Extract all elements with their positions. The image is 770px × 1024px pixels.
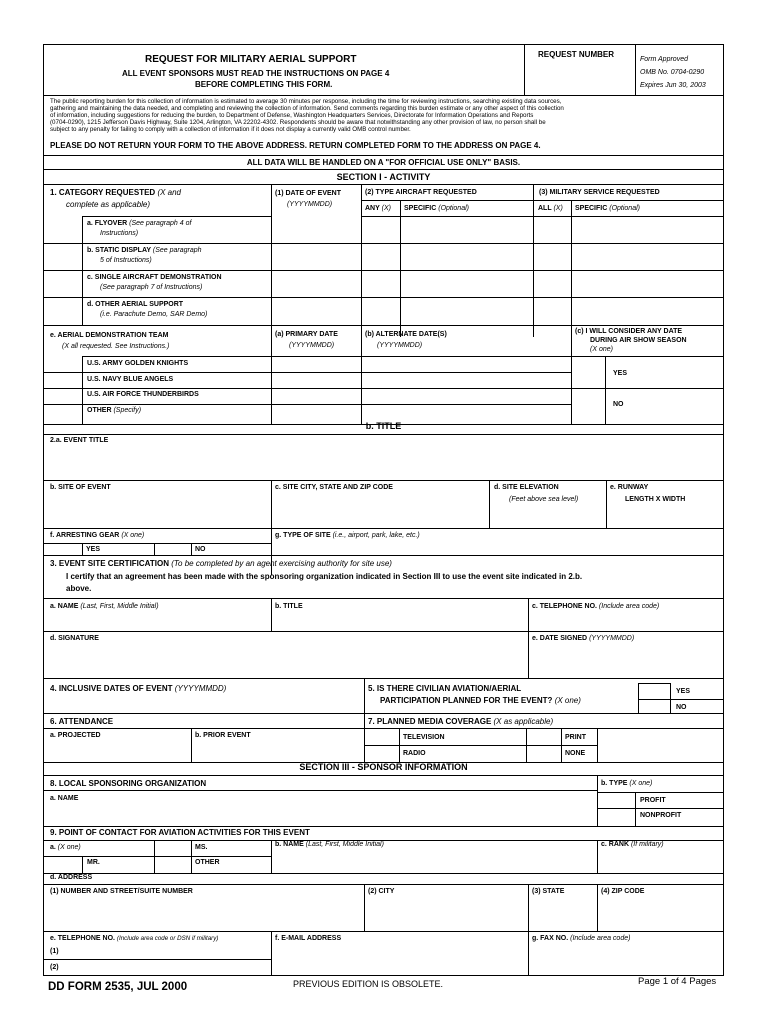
media-label: 7. PLANNED MEDIA COVERAGE (X as applicable) — [368, 717, 554, 726]
omb-number: OMB No. 0704-0290 — [640, 69, 705, 76]
fouo-notice: ALL DATA WILL BE HANDLED ON A "FOR OFFICIAL USE ONLY" BASIS. — [246, 158, 521, 167]
profit-checkbox[interactable] — [598, 793, 634, 807]
media-radio: RADIO — [403, 750, 426, 757]
sponsor-name-label: a. NAME — [50, 795, 79, 802]
inclusive-dates-label: 4. INCLUSIVE DATES OF EVENT (YYYYMMDD) — [50, 684, 227, 693]
civilian-label-2: PARTICIPATION PLANNED FOR THE EVENT? (X one) — [380, 696, 581, 705]
form-subtitle-1: ALL EVENT SPONSORS MUST READ THE INSTRUCTIONS ON PAGE 4 — [122, 69, 390, 78]
civilian-no-checkbox[interactable] — [639, 700, 669, 713]
form-title: REQUEST FOR MILITARY AERIAL SUPPORT — [145, 54, 357, 65]
flyover-checkbox[interactable] — [46, 217, 81, 242]
site-city-label: c. SITE CITY, STATE AND ZIP CODE — [275, 484, 393, 491]
alternate-date-label: (b) ALTERNATE DATE(S) — [365, 331, 447, 338]
site-cert-label: 3. EVENT SITE CERTIFICATION (To be completed by an agent exercising authority for site use) — [50, 559, 392, 568]
burden-line-5: subject to any penalty for failing to comply with a collection of information if it does not display a currently valid OMB control number. — [50, 126, 411, 133]
single-aircraft-hint: (See paragraph 7 of Instructions) — [100, 284, 203, 291]
service-label: (3) MILITARY SERVICE REQUESTED — [539, 189, 660, 196]
attendance-label: 6. ATTENDANCE — [50, 717, 114, 726]
static-display-checkbox[interactable] — [46, 244, 81, 269]
mr-checkbox[interactable] — [46, 857, 81, 872]
media-tv-checkbox[interactable] — [365, 729, 398, 744]
salutation-mr: MR. — [87, 859, 100, 866]
state-label: (3) STATE — [532, 888, 565, 895]
consider-label-2: DURING AIR SHOW SEASON — [590, 337, 687, 344]
runway-label-2: LENGTH X WIDTH — [625, 496, 686, 503]
consider-no-checkbox[interactable] — [572, 389, 604, 424]
section-2-title: b. TITLE — [365, 421, 402, 431]
city-label: (2) CITY — [368, 888, 395, 895]
ms-checkbox[interactable] — [155, 841, 190, 855]
static-display-hint: 5 of Instructions) — [100, 257, 152, 264]
obsolete-notice: PREVIOUS EDITION IS OBSOLETE. — [293, 979, 444, 989]
flyover-hint: Instructions) — [100, 230, 139, 237]
aircraft-label: (2) TYPE AIRCRAFT REQUESTED — [365, 189, 477, 196]
arresting-no-checkbox[interactable] — [155, 544, 190, 555]
poc-email-label: f. E-MAIL ADDRESS — [275, 935, 342, 942]
alternate-date-hint: (YYYYMMDD) — [377, 342, 423, 349]
type-nonprofit: NONPROFIT — [640, 812, 682, 819]
golden-knights-checkbox[interactable] — [46, 357, 81, 371]
expiration-date: Expires Jun 30, 2003 — [640, 82, 706, 89]
projected-label: a. PROJECTED — [50, 732, 101, 739]
demo-team-label: e. AERIAL DEMONSTRATION TEAM — [50, 332, 169, 339]
poc-telephone-label: e. TELEPHONE NO. (Include area code or DSN if military) — [50, 935, 219, 942]
consider-hint: (X one) — [590, 346, 613, 353]
prior-event-label: b. PRIOR EVENT — [195, 732, 251, 739]
sponsor-type-label: b. TYPE (X one) — [601, 780, 653, 787]
team-thunderbirds: U.S. AIR FORCE THUNDERBIRDS — [87, 391, 199, 398]
cert-phone-label: c. TELEPHONE NO. (Include area code) — [532, 603, 660, 610]
runway-label-1: e. RUNWAY — [610, 484, 649, 491]
consider-yes-checkbox[interactable] — [572, 357, 604, 387]
event-title-label: 2.a. EVENT TITLE — [50, 437, 109, 444]
consider-no: NO — [613, 401, 624, 408]
request-number-field[interactable] — [528, 62, 632, 92]
section-1-title: SECTION I - ACTIVITY — [336, 172, 431, 182]
site-elevation-label: d. SITE ELEVATION — [494, 484, 559, 491]
event-title-field[interactable] — [50, 448, 718, 478]
category-label: 1. CATEGORY REQUESTED (X and — [50, 188, 182, 197]
media-none-checkbox[interactable] — [527, 746, 560, 762]
site-elevation-hint: (Feet above sea level) — [509, 496, 579, 503]
other-support-hint: (i.e. Parachute Demo, SAR Demo) — [100, 311, 208, 318]
return-notice: PLEASE DO NOT RETURN YOUR FORM TO THE ABOVE ADDRESS. RETURN COMPLETED FORM TO THE ADDRESS ON PAGE 4. — [50, 141, 541, 150]
primary-date-hint: (YYYYMMDD) — [289, 342, 335, 349]
consider-yes: YES — [613, 370, 628, 377]
date-of-event-label: (1) DATE OF EVENT — [275, 190, 341, 197]
form-subtitle-2: BEFORE COMPLETING THIS FORM. — [195, 80, 333, 89]
demo-team-hint: (X all requested. See Instructions.) — [62, 343, 170, 350]
form-approved: Form Approved — [640, 56, 688, 63]
request-number-label: REQUEST NUMBER — [538, 50, 615, 59]
cert-name-label: a. NAME (Last, First, Middle Initial) — [50, 603, 159, 610]
burden-line-3: of information, including suggestions for reducing the burden, to Department of Defense, Washington Headquarters Services, Directorate for Information Operations and Reports — [50, 112, 534, 119]
date-signed-label: e. DATE SIGNED (YYYYMMDD) — [532, 635, 635, 642]
salutation-ms: MS. — [195, 844, 208, 851]
all-label: ALL (X) — [538, 205, 563, 212]
poc-rank-label: c. RANK (If military) — [601, 841, 664, 848]
poc-salutation-label: a. (X one) — [50, 844, 81, 851]
civilian-no: NO — [676, 704, 687, 711]
any-label: ANY (X) — [365, 205, 391, 212]
static-display-label: b. STATIC DISPLAY (See paragraph — [87, 247, 202, 254]
form-id: DD FORM 2535, JUL 2000 — [48, 981, 188, 993]
single-aircraft-label: c. SINGLE AIRCRAFT DEMONSTRATION — [87, 274, 222, 281]
arresting-gear-label: f. ARRESTING GEAR (X one) — [50, 532, 145, 539]
blue-angels-checkbox[interactable] — [46, 373, 81, 387]
cert-title-label: b. TITLE — [275, 603, 303, 610]
thunderbirds-checkbox[interactable] — [46, 389, 81, 403]
civilian-yes: YES — [676, 688, 691, 695]
media-print: PRINT — [565, 734, 586, 741]
poc-name-label: b. NAME (Last, First, Middle Initial) — [275, 841, 384, 848]
site-cert-text-1: I certify that an agreement has been made with the sponsoring organization indicated in Section III to use the event site indicated in 2.b. — [66, 572, 583, 581]
arresting-yes: YES — [86, 546, 101, 553]
date-of-event-hint: (YYYYMMDD) — [287, 201, 333, 208]
media-none: NONE — [565, 750, 586, 757]
site-type-label: g. TYPE OF SITE (i.e., airport, park, lake, etc.) — [275, 532, 420, 539]
poc-label: 9. POINT OF CONTACT FOR AVIATION ACTIVITIES FOR THIS EVENT — [50, 828, 310, 837]
cert-signature-label: d. SIGNATURE — [50, 635, 99, 642]
media-tv: TELEVISION — [403, 734, 445, 741]
telephone-2-label: (2) — [50, 964, 59, 971]
media-radio-checkbox[interactable] — [365, 746, 398, 762]
nonprofit-checkbox[interactable] — [598, 809, 634, 825]
team-other: OTHER (Specify) — [87, 407, 142, 414]
arresting-yes-checkbox[interactable] — [46, 544, 81, 555]
type-profit: PROFIT — [640, 797, 666, 804]
other-salutation-checkbox[interactable] — [155, 857, 190, 872]
poc-fax-label: g. FAX NO. (Include area code) — [532, 935, 631, 942]
site-cert-text-2: above. — [66, 584, 92, 593]
burden-line-4: (0704-0290), 1215 Jefferson Davis Highway, Suite 1204, Arlington, VA 22202-4302. Respondents should be aware that notwithstanding any other provision of law, no person shall be — [50, 119, 546, 126]
single-aircraft-checkbox[interactable] — [46, 271, 81, 296]
specific-aircraft-label: SPECIFIC (Optional) — [404, 205, 469, 212]
zip-label: (4) ZIP CODE — [601, 888, 645, 895]
page-number: Page 1 of 4 Pages — [638, 976, 717, 987]
site-of-event-label: b. SITE OF EVENT — [50, 484, 111, 491]
street-label: (1) NUMBER AND STREET/SUITE NUMBER — [50, 888, 193, 895]
burden-line-1: The public reporting burden for this collection of information is estimated to average 30 minutes per response, including the time for reviewing instructions, searching existing data sources, — [50, 98, 562, 105]
team-blue-angels: U.S. NAVY BLUE ANGELS — [87, 376, 174, 383]
salutation-other: OTHER — [195, 859, 220, 866]
sponsor-org-label: 8. LOCAL SPONSORING ORGANIZATION — [50, 779, 207, 788]
specific-service-label: SPECIFIC (Optional) — [575, 205, 640, 212]
section-3-title: SECTION III - SPONSOR INFORMATION — [299, 762, 468, 772]
team-golden-knights: U.S. ARMY GOLDEN KNIGHTS — [87, 360, 189, 367]
primary-date-label: (a) PRIMARY DATE — [275, 331, 338, 338]
telephone-1-label: (1) — [50, 948, 59, 955]
other-support-checkbox[interactable] — [46, 298, 81, 324]
address-label: d. ADDRESS — [50, 874, 93, 881]
category-hint: complete as applicable) — [66, 200, 151, 209]
flyover-label: a. FLYOVER (See paragraph 4 of — [87, 220, 192, 227]
arresting-no: NO — [195, 546, 206, 553]
media-print-checkbox[interactable] — [527, 729, 560, 744]
consider-label-1: (c) I WILL CONSIDER ANY DATE — [575, 328, 683, 335]
civilian-yes-checkbox[interactable] — [639, 684, 669, 698]
burden-line-2: gathering and maintaining the data needed, and completing and reviewing the collection of information. Send comments regarding this burden estimate or any other aspect of this collection — [50, 105, 564, 112]
form-page — [43, 44, 724, 976]
civilian-label-1: 5. IS THERE CIVILIAN AVIATION/AERIAL — [368, 684, 522, 693]
other-support-label: d. OTHER AERIAL SUPPORT — [87, 301, 184, 308]
